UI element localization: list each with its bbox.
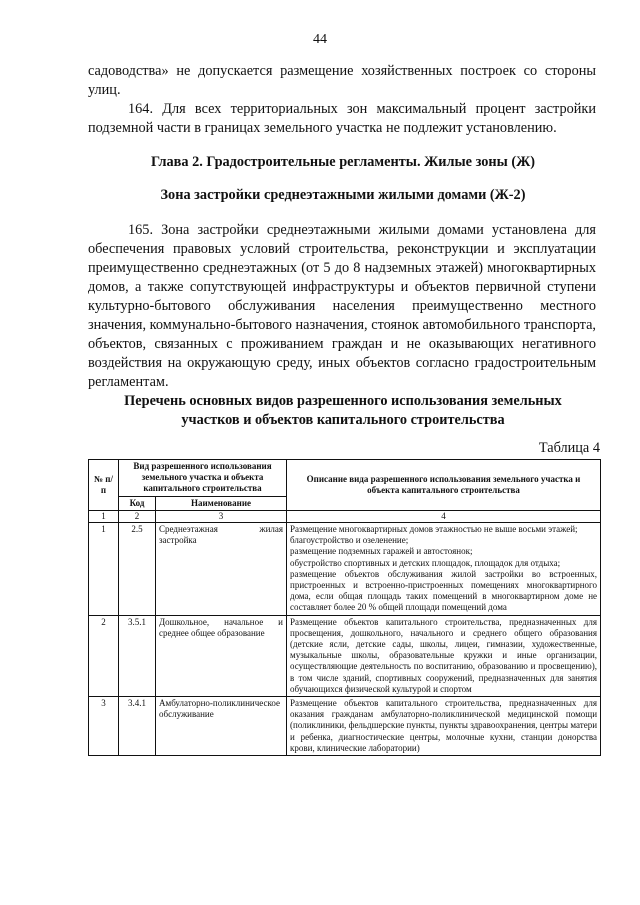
page-number: 44 — [313, 32, 327, 47]
header-code: Код — [119, 496, 156, 510]
paragraph-continuation: садоводства» не допускается размещение хозяйственных построек со стороны улиц. — [88, 63, 596, 98]
zone-uses-table — [88, 459, 601, 756]
description-line: размещение объектов обслуживания жилой застройки во встроенных, пристроенных и встроенно-пристроенных помещениях многоквартирного дома, если общая площадь таких помещений в многоквартирном доме не составляет более 20 % общей площади помещений дома — [290, 568, 598, 613]
table-caption: Таблица 4 — [538, 440, 600, 456]
list-heading-line-1: Перечень основных видов разрешенного использования земельных — [124, 393, 562, 409]
header-kind: Вид разрешенного использования земельного участка и объекта капитального строительства — [119, 460, 287, 497]
row-description — [287, 523, 601, 616]
description-line: Размещение объектов капитального строительства, предназначенных для просвещения, дошкольного, начального и среднего общего образования (детские ясли, детские сады, школы, лицеи, гимназии, художественные, музыкальные школы, образовательные кружки и иные организации, осуществляющие деятельность по воспитанию, образованию и просвещению), в том числе зданий, спортивных сооружений, предназначенных для занятия обучающихся физической культурой и спортом — [290, 616, 598, 694]
index-cell: 3 — [156, 510, 287, 522]
row-name: Дошкольное, начальное и среднее общее образование — [156, 615, 287, 696]
list-heading — [70, 392, 616, 430]
paragraph-165: 165. Зона застройки среднеэтажными жилыми домами установлена для обеспечения правовых условий строительства, реконструкции и эксплуатации преимущественно среднеэтажных (от 5 до 8 надземных этажей) многоквартирных домов, а также сопутствующей инфраструктуры и объектов первичной ступени культурно-бытового обслуживания населения преимущественно местного значения, коммунально-бытового назначения, стоянок автомобильного транспорта, объектов, связанных с проживанием граждан и не оказывающих негативного воздействия на окружающую среду, иных объектов согласно градостроительным регламентам. — [88, 222, 596, 390]
row-description — [287, 615, 601, 696]
description-line: Размещение объектов капитального строительства, предназначенных для оказания гражданам амбулаторно-поликлинической медицинской помощи (поликлиники, фельдшерские пункты, пункты здравоохранения, центры матери и ребенка, диагностические центры, молочные кухни, станции донорства крови, клинические лаборатории) — [290, 698, 598, 753]
header-description: Описание вида разрешенного использования земельного участка и объекта капитального строительства — [287, 460, 601, 511]
header-num: № п/п — [89, 460, 119, 511]
index-cell: 4 — [287, 510, 601, 522]
row-code: 3.4.1 — [119, 697, 156, 756]
row-description — [287, 697, 601, 756]
description-line: благоустройство и озеленение; — [290, 535, 409, 546]
row-num: 1 — [89, 523, 119, 616]
description-line: обустройство спортивных и детских площадок, площадок для отдыха; — [290, 557, 561, 568]
row-code: 3.5.1 — [119, 615, 156, 696]
row-num: 3 — [89, 697, 119, 756]
row-num: 2 — [89, 615, 119, 696]
chapter-heading: Глава 2. Градостроительные регламенты. Жилые зоны (Ж) — [150, 154, 536, 170]
header-name: Наименование — [156, 496, 287, 510]
list-heading-line-2: участков и объектов капитального строительства — [181, 412, 505, 428]
index-cell: 2 — [119, 510, 156, 522]
table-row — [89, 697, 601, 756]
row-name: Среднеэтажная жилая застройка — [156, 523, 287, 616]
table-header-row — [89, 460, 601, 497]
row-name: Амбулаторно-поликлиническое обслуживание — [156, 697, 287, 756]
description-line: Размещение многоквартирных домов этажностью не выше восьми этажей; — [290, 524, 578, 535]
table-row — [89, 523, 601, 616]
description-line: размещение подземных гаражей и автостоянок; — [290, 546, 473, 557]
zone-heading: Зона застройки среднеэтажными жилыми домами (Ж-2) — [160, 187, 526, 203]
row-code: 2.5 — [119, 523, 156, 616]
index-cell: 1 — [89, 510, 119, 522]
paragraph-164: 164. Для всех территориальных зон максимальный процент застройки подземной части в границах земельного участка не подлежит установлению. — [88, 101, 596, 136]
table-index-row — [89, 510, 601, 522]
table-row — [89, 615, 601, 696]
